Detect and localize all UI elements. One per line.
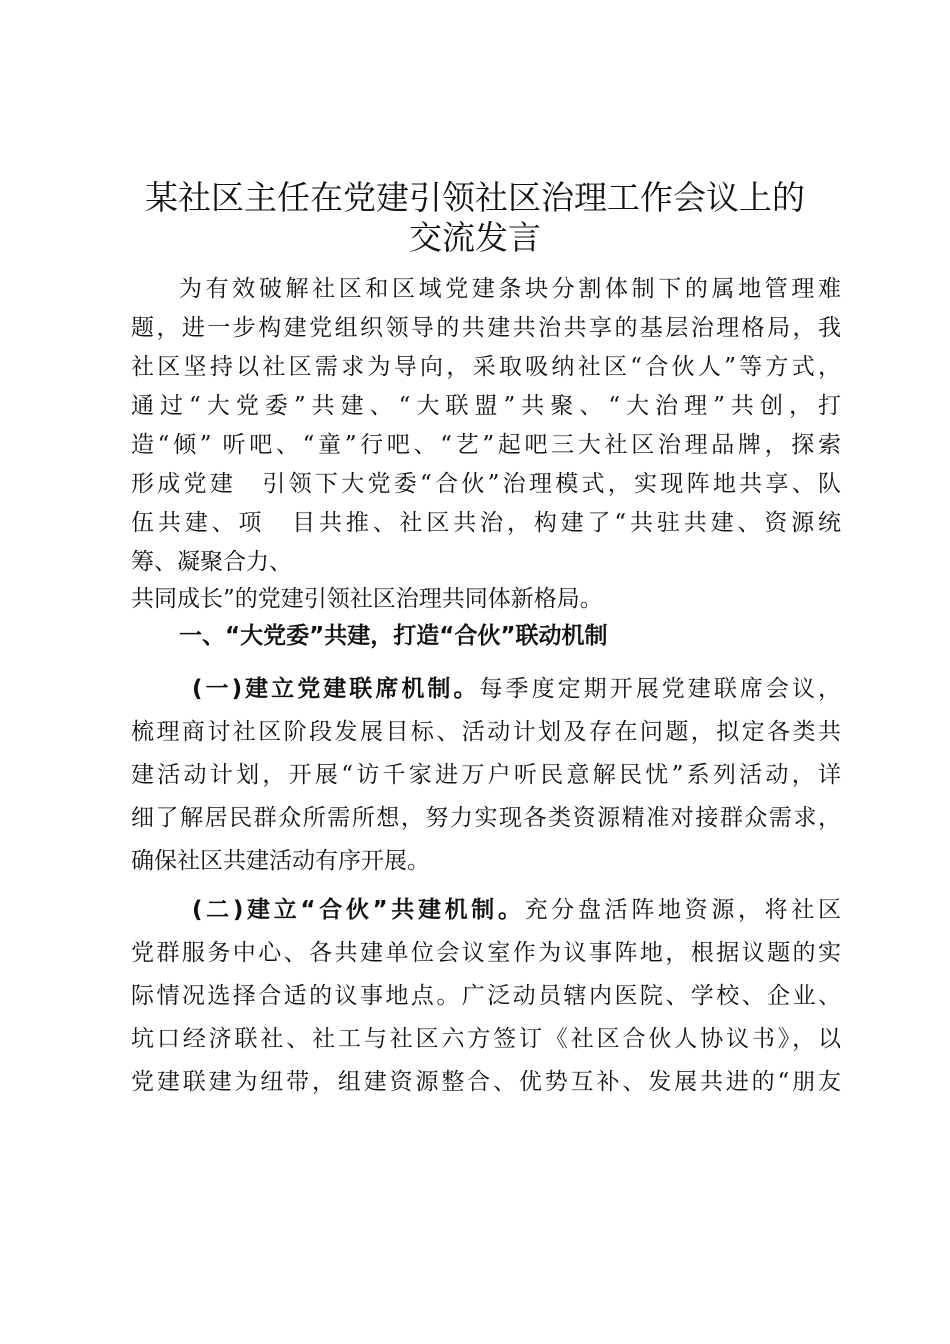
paragraph-1-line: 梳理商讨社区阶段发展目标、活动计划及存在问题，拟定各类共	[131, 719, 841, 745]
intro-line: 通过“大党委”共建、“大联盟”共聚、“大治理”共创，打	[131, 393, 841, 419]
paragraph-2-first-line-text: 充分盘活阵地资源，将社区	[524, 897, 842, 923]
intro-line: 为有效破解社区和区域党建条块分割体制下的属地管理难	[179, 276, 841, 302]
paragraph-1-line: 建活动计划，开展“访千家进万户听民意解民忧”系列活动，详	[131, 762, 841, 788]
section-heading: 一、“大党委”共建，打造“合伙”联动机制	[179, 623, 608, 649]
paragraph-1-line: 细了解居民群众所需所想，努力实现各类资源精准对接群众需求，	[131, 805, 841, 831]
intro-line: 筹、凝聚合力、	[131, 549, 292, 575]
paragraph-1-first-line	[192, 674, 841, 704]
paragraph-2-lead: (二)建立“合伙”共建机制。	[192, 897, 525, 923]
paragraph-2-line: 际情况选择合适的议事地点。广泛动员辖内医院、学校、企业、	[131, 983, 841, 1009]
paragraph-1-line: 确保社区共建活动有序开展。	[131, 848, 430, 874]
paragraph-2-line: 坑口经济联社、社工与社区六方签订《社区合伙人协议书》，以	[131, 1026, 841, 1052]
intro-line: 社区坚持以社区需求为导向，采取吸纳社区“合伙人”等方式，	[131, 354, 841, 380]
paragraph-2-line: 党建联建为纽带，组建资源整合、优势互补、发展共进的“朋友	[131, 1069, 841, 1095]
intro-line: 题，进一步构建党组织领导的共建共治共享的基层治理格局，我	[131, 315, 841, 341]
paragraph-2-line: 党群服务中心、各共建单位会议室作为议事阵地，根据议题的实	[131, 940, 841, 966]
intro-line: 伍共建、项 目共推、社区共治，构建了“共驻共建、资源统	[131, 510, 841, 536]
intro-line: 造“倾” 听吧、“童”行吧、“艺”起吧三大社区治理品牌，探索	[131, 432, 841, 458]
document-title-line-1: 某社区主任在党建引领社区治理工作会议上的	[145, 178, 805, 217]
paragraph-2-first-line	[192, 895, 841, 925]
document-title-line-2: 交流发言	[409, 218, 541, 257]
paragraph-1-lead: (一)建立党建联席机制。	[192, 676, 480, 702]
intro-line: 共同成长”的党建引领社区治理共同体新格局。	[131, 586, 603, 612]
paragraph-1-first-line-text: 每季度定期开展党建联席会议，	[479, 676, 842, 702]
intro-line: 形成党建 引领下大党委“合伙”治理模式，实现阵地共享、队	[131, 471, 841, 497]
